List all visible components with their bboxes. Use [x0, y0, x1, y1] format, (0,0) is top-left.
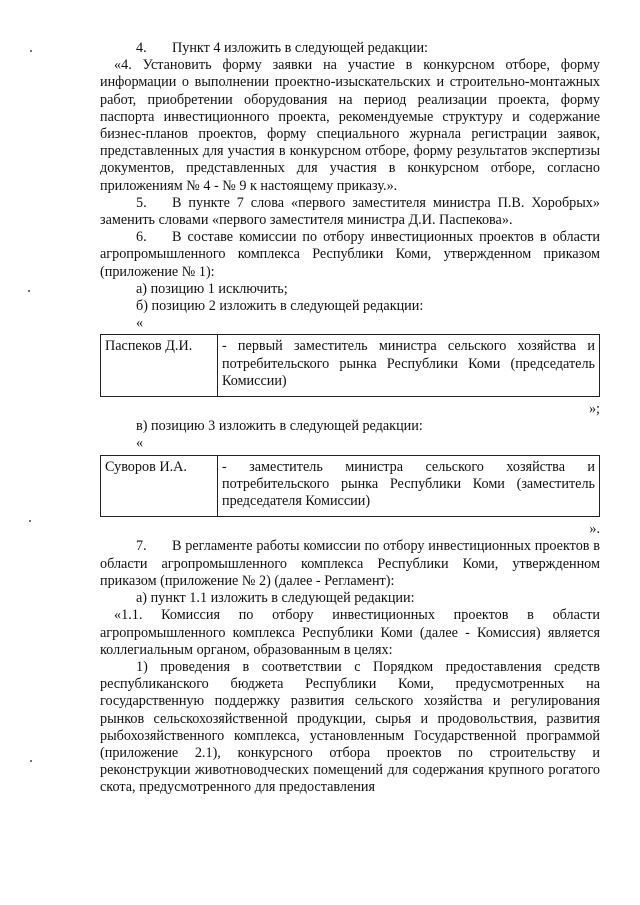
- table-row: [101, 335, 600, 397]
- scan-mark: [28, 290, 30, 292]
- item-number: 7.: [136, 538, 147, 555]
- member-name: Паспеков Д.И.: [101, 335, 218, 397]
- document-body: [100, 40, 600, 797]
- commission-table-2: [100, 455, 600, 518]
- scan-mark: [30, 50, 32, 52]
- item-6-sub-b: б) позицию 2 изложить в следующей редакции:: [136, 298, 424, 315]
- item-6: 6. В составе комиссии по отбору инвестиционных проектов в области агропромышленного комплекса Республики Коми, утвержденном приказом (приложение № 1):: [100, 229, 600, 280]
- table-row: [101, 455, 600, 517]
- item-7-sub-a: а) пункт 1.1 изложить в следующей редакции:: [136, 590, 415, 607]
- member-role: - первый заместитель министра сельского хозяйства и потребительского рынка Республики Коми (председатель Комиссии): [218, 335, 600, 397]
- commission-table-1: [100, 334, 600, 397]
- item-4-text: «4. Установить форму заявки на участие в конкурсном отборе, форму информации о выполнении проектно-изыскательских и строительно-монтажных работ, приобретении оборудования на период реализации проекта, форму паспорта инвестиционного проекта, рекомендуемые структуру и содержание бизнес-планов проектов, форму специального журнала регистрации заявок, представленных для участия в конкурсном отборе, форму результатов экспертизы документов, представленных для участия в конкурсном отборе, согласно приложениям № 4 - № 9 к настоящему приказу.».: [100, 57, 600, 194]
- item-6-sub-a: а) позицию 1 исключить;: [136, 280, 288, 297]
- close-quote: »;: [588, 401, 600, 418]
- item-7-p11-1: 1) проведения в соответствии с Порядком предоставления средств республиканского бюджета Республики Коми, предусмотренных на государственную поддержку развития сельского хозяйства и регулирования рынков сельскохозяйственной продукции, сырья и продовольствия, развития рыбохозяйственного комплекса, установленным Государственной программой (приложение 2.1), конкурсного отбора проектов по строительству и реконструкции животноводческих помещений для содержания крупного рогатого скота, предусмотренного для предоставления: [100, 658, 600, 796]
- scan-mark: [30, 760, 32, 762]
- item-6-sub-v: в) позицию 3 изложить в следующей редакции:: [136, 418, 423, 435]
- close-quote: ».: [589, 521, 600, 538]
- item-number: 4.: [136, 40, 147, 56]
- item-number: 6.: [136, 229, 147, 246]
- open-quote: «: [136, 315, 144, 332]
- item-7-p11: «1.1. Комиссия по отбору инвестиционных проектов в области агропромышленного комплекса Республики Коми (далее - Комиссия) является коллегиальным органом, образованным в целях:: [100, 607, 600, 658]
- item-number: 5.: [136, 194, 147, 211]
- member-name: Суворов И.А.: [101, 455, 218, 517]
- item-7: 7. В регламенте работы комиссии по отбору инвестиционных проектов в области агропромышленного комплекса Республики Коми, утвержденном приказом (приложение № 2) (далее - Регламент):: [100, 538, 600, 589]
- scan-mark: [29, 520, 31, 522]
- item-5: 5. В пункте 7 слова «первого заместителя министра П.В. Хоробрых» заменить словами «первого заместителя министра Д.И. Паспекова».: [100, 194, 600, 229]
- item-4-heading: 4. Пункт 4 изложить в следующей редакции:: [136, 40, 428, 56]
- open-quote: «: [136, 435, 144, 452]
- member-role: - заместитель министра сельского хозяйства и потребительского рынка Республики Коми (заместитель председателя Комиссии): [218, 455, 600, 517]
